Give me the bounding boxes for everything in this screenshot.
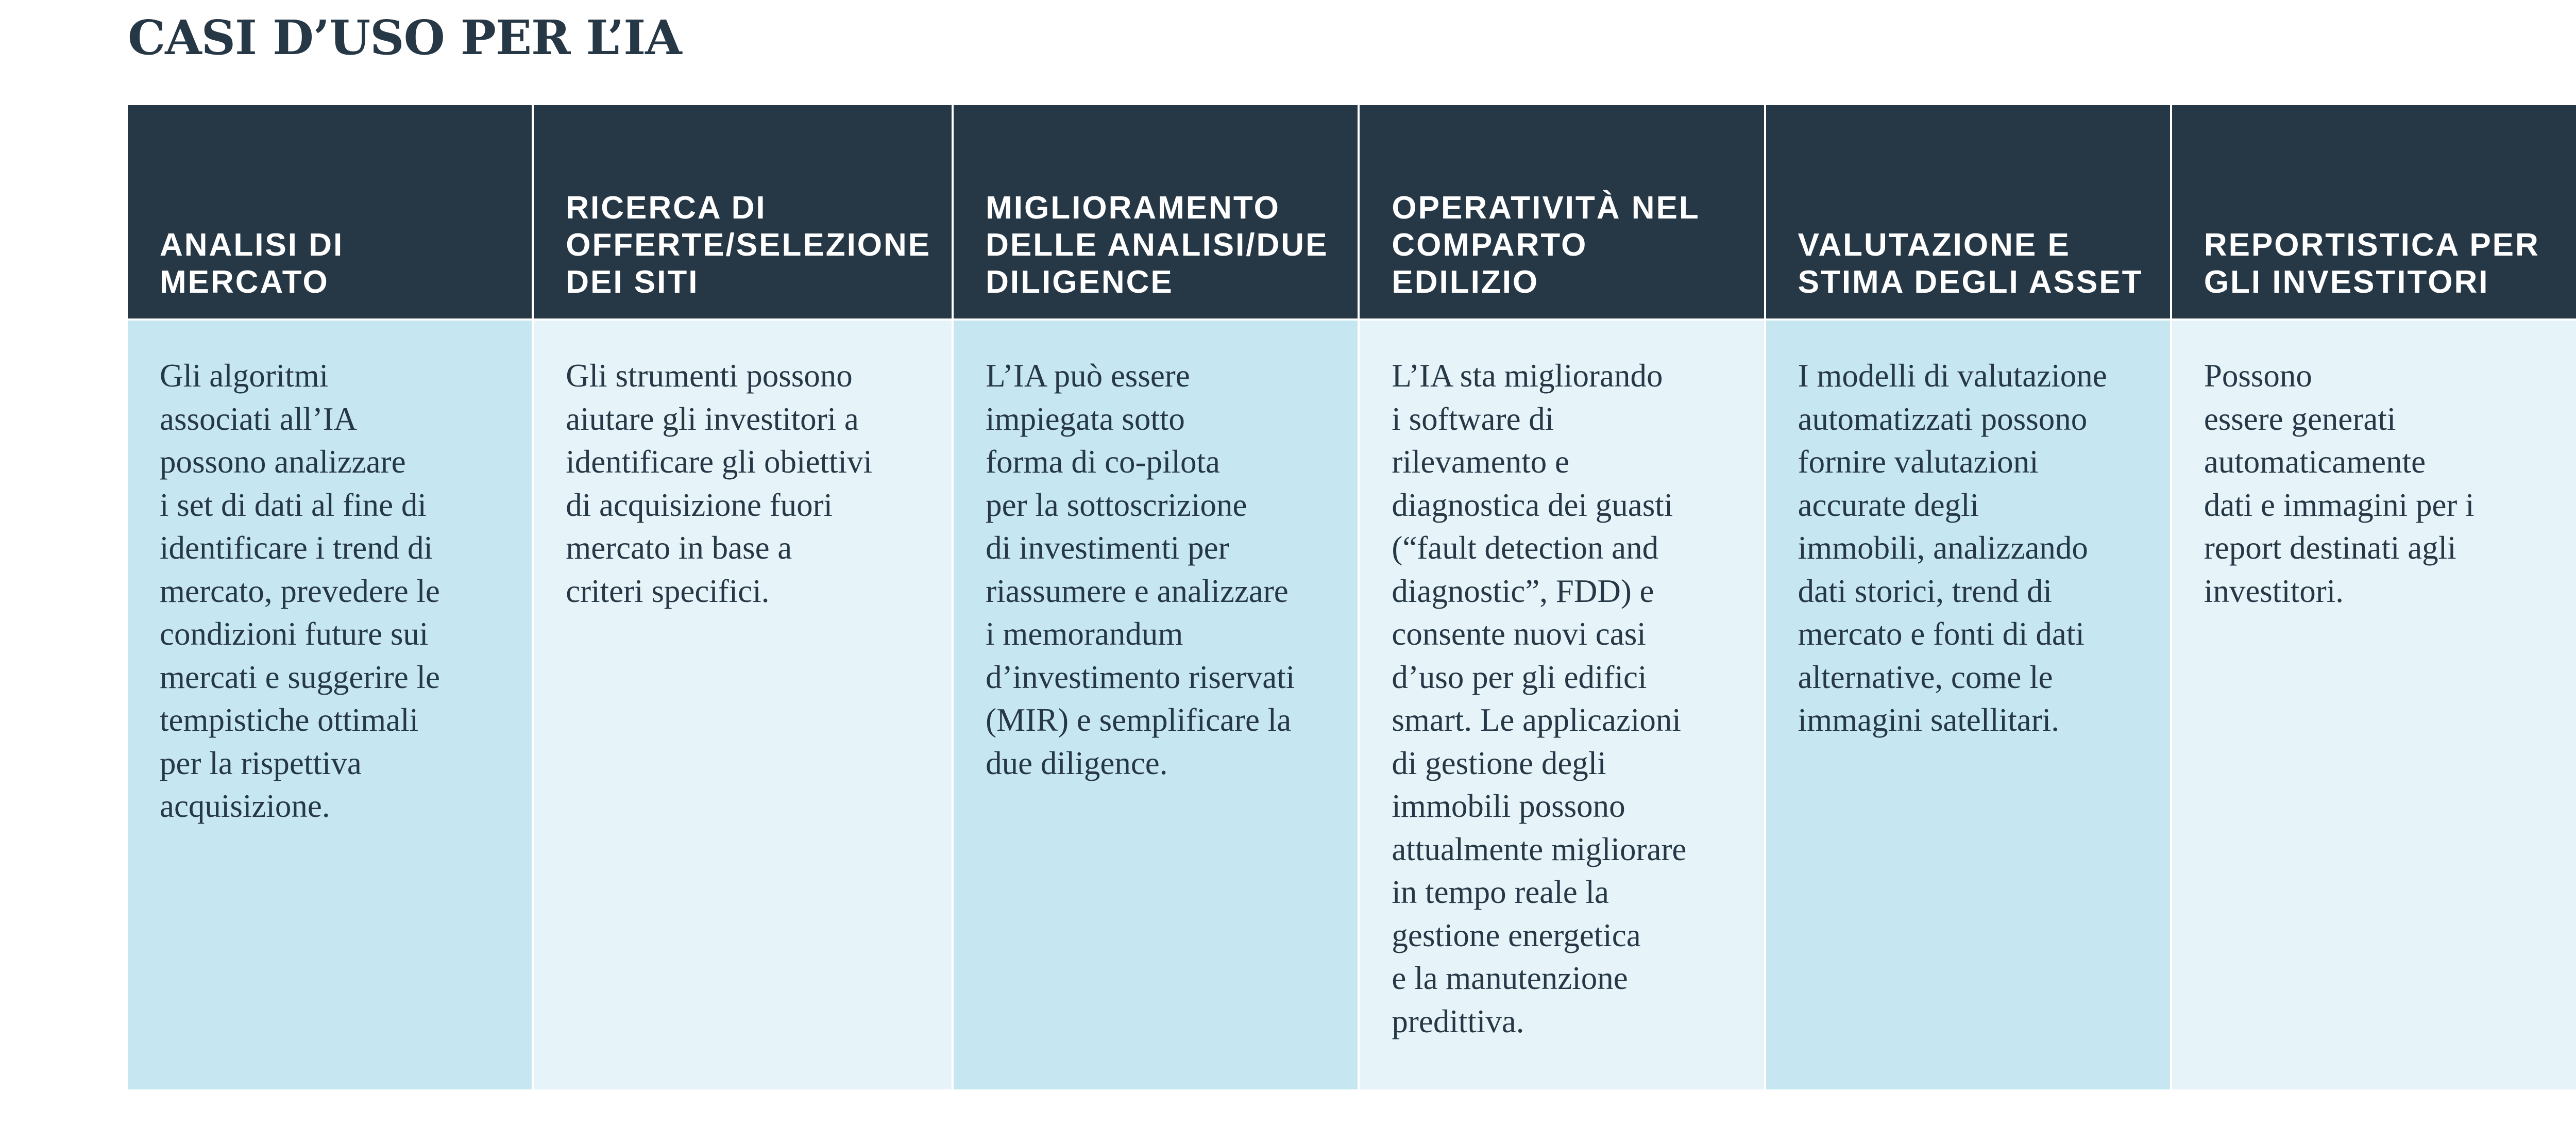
column-header: [128, 105, 532, 321]
column-text: L’IA sta migliorando i software di rilevamento e diagnostica dei guasti (“fault detection and diagnostic”, FDD) e consente nuovi casi d’uso per gli edifici smart. Le applicazioni di gestione degli immobili possono attualmente migliorare in tempo reale la gestione energetica e la manutenzione predittiva.: [1392, 358, 1687, 1039]
column-header: [534, 105, 952, 321]
column-miglioramento-analisi: [952, 105, 1358, 1089]
column-heading: ANALISI DI MERCATO: [160, 227, 344, 300]
column-header: [1766, 105, 2170, 321]
column-valutazione-asset: [1764, 105, 2170, 1089]
column-body: [534, 321, 952, 1089]
column-text: Gli algoritmi associati all’IA possono analizzare i set di dati al fine di identificare i trend di mercato, prevedere le condizioni future sui mercati e suggerire le tempistiche ottimali per la rispettiva acquisizione.: [160, 358, 440, 824]
column-operativita-edilizio: [1358, 105, 1764, 1089]
column-text: I modelli di valutazione automatizzati possono fornire valutazioni accurate degli immobili, analizzando dati storici, trend di mercato e fonti di dati alternative, come le immagini satellitari.: [1798, 358, 2107, 738]
column-body: [954, 321, 1358, 1089]
column-header: [1360, 105, 1764, 321]
column-ricerca-offerte: [532, 105, 952, 1089]
column-analisi-di-mercato: [128, 105, 532, 1089]
column-body: [2172, 321, 2576, 1089]
column-text: L’IA può essere impiegata sotto forma di co-pilota per la sottoscrizione di investimenti per riassumere e analizzare i memorandum d’investimento riservati (MIR) e semplificare la due diligence.: [986, 358, 1295, 781]
column-header: [954, 105, 1358, 321]
column-heading: OPERATIVITÀ NEL COMPARTO EDILIZIO: [1392, 190, 1700, 300]
column-body: [128, 321, 532, 1089]
column-body: [1766, 321, 2170, 1089]
column-heading: REPORTISTICA PER GLI INVESTITORI: [2204, 227, 2540, 300]
column-text: Possono essere generati automaticamente dati e immagini per i report destinati agli investitori.: [2204, 358, 2475, 609]
page-title: CASI D’USO PER L’IA: [128, 10, 682, 65]
use-cases-table: [128, 105, 2576, 1089]
column-heading: VALUTAZIONE E STIMA DEGLI ASSET: [1798, 227, 2143, 300]
column-heading: MIGLIORAMENTO DELLE ANALISI/DUE DILIGENCE: [986, 190, 1329, 300]
column-body: [1360, 321, 1764, 1089]
column-heading: RICERCA DI OFFERTE/SELEZIONE DEI SITI: [566, 190, 931, 300]
column-text: Gli strumenti possono aiutare gli investitori a identificare gli obiettivi di acquisizione fuori mercato in base a criteri specifici.: [566, 358, 873, 609]
column-header: [2172, 105, 2576, 321]
column-reportistica-investitori: [2170, 105, 2576, 1089]
